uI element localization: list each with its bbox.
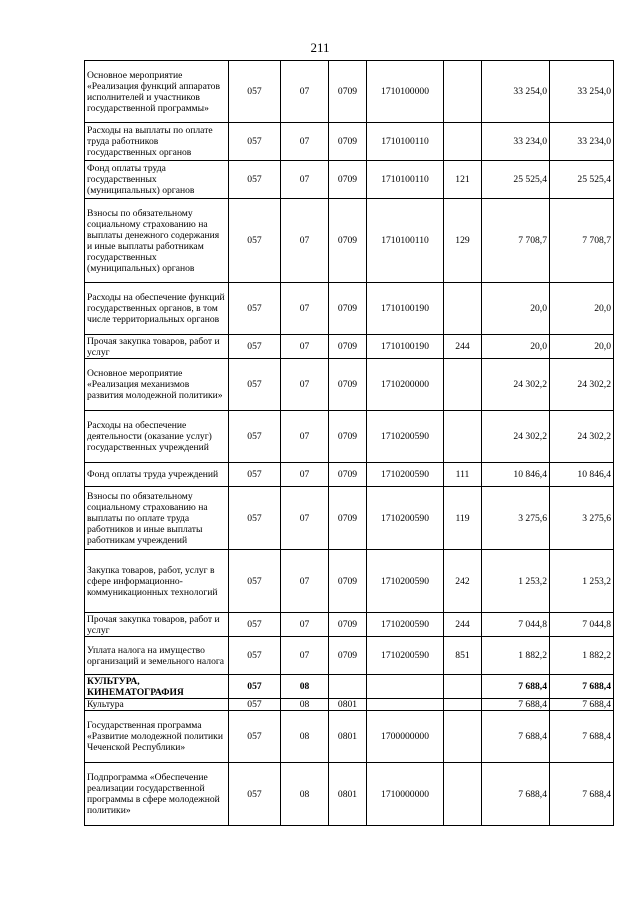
section-code: 07 xyxy=(281,335,329,359)
target-article-code: 1710100000 xyxy=(367,61,444,123)
amount-2: 7 688,4 xyxy=(550,763,614,826)
expense-type-code: 129 xyxy=(444,199,482,283)
row-name: Подпрограмма «Обеспечение реализации государственной программы в сфере молодежной политики» xyxy=(85,763,229,826)
subsection-code: 0709 xyxy=(329,637,367,675)
subsection-code: 0709 xyxy=(329,411,367,463)
amount-1: 20,0 xyxy=(482,335,550,359)
expense-type-code: 244 xyxy=(444,613,482,637)
amount-1: 7 044,8 xyxy=(482,613,550,637)
section-code: 07 xyxy=(281,283,329,335)
table-row xyxy=(85,359,614,411)
amount-1: 3 275,6 xyxy=(482,487,550,550)
subsection-code: 0709 xyxy=(329,123,367,161)
expense-type-code xyxy=(444,359,482,411)
expense-type-code: 119 xyxy=(444,487,482,550)
expense-type-code: 121 xyxy=(444,161,482,199)
amount-2: 20,0 xyxy=(550,335,614,359)
row-name: Основное мероприятие «Реализация функций аппаратов исполнителей и участников государственной программы» xyxy=(85,61,229,123)
table-row xyxy=(85,487,614,550)
table-row xyxy=(85,199,614,283)
row-name: Фонд оплаты труда государственных (муниципальных) органов xyxy=(85,161,229,199)
row-name: Фонд оплаты труда учреждений xyxy=(85,463,229,487)
expense-type-code xyxy=(444,711,482,763)
amount-1: 7 688,4 xyxy=(482,711,550,763)
ministry-code: 057 xyxy=(229,711,281,763)
amount-2: 10 846,4 xyxy=(550,463,614,487)
row-name: Культура xyxy=(85,699,229,711)
row-name: Расходы на выплаты по оплате труда работников государственных органов xyxy=(85,123,229,161)
subsection-code: 0801 xyxy=(329,763,367,826)
table-row xyxy=(85,61,614,123)
target-article-code xyxy=(367,675,444,699)
ministry-code: 057 xyxy=(229,199,281,283)
row-name: Закупка товаров, работ, услуг в сфере информационно-коммуникационных технологий xyxy=(85,550,229,613)
subsection-code: 0709 xyxy=(329,613,367,637)
table-row xyxy=(85,675,614,699)
expense-type-code xyxy=(444,675,482,699)
row-name: Основное мероприятие «Реализация механизмов развития молодежной политики» xyxy=(85,359,229,411)
subsection-code: 0709 xyxy=(329,335,367,359)
target-article-code: 1700000000 xyxy=(367,711,444,763)
section-code: 08 xyxy=(281,763,329,826)
budget-table xyxy=(84,60,614,826)
section-code: 07 xyxy=(281,61,329,123)
target-article-code: 1710100110 xyxy=(367,199,444,283)
amount-2: 7 708,7 xyxy=(550,199,614,283)
table-row xyxy=(85,123,614,161)
section-code: 07 xyxy=(281,550,329,613)
subsection-code: 0709 xyxy=(329,199,367,283)
table-row xyxy=(85,335,614,359)
amount-1: 1 253,2 xyxy=(482,550,550,613)
ministry-code: 057 xyxy=(229,359,281,411)
expense-type-code xyxy=(444,61,482,123)
amount-1: 33 234,0 xyxy=(482,123,550,161)
target-article-code xyxy=(367,699,444,711)
section-code: 07 xyxy=(281,613,329,637)
amount-1: 10 846,4 xyxy=(482,463,550,487)
ministry-code: 057 xyxy=(229,637,281,675)
row-name: Расходы на обеспечение деятельности (оказание услуг) государственных учреждений xyxy=(85,411,229,463)
amount-2: 20,0 xyxy=(550,283,614,335)
amount-2: 7 044,8 xyxy=(550,613,614,637)
ministry-code: 057 xyxy=(229,161,281,199)
subsection-code: 0801 xyxy=(329,699,367,711)
amount-2: 7 688,4 xyxy=(550,711,614,763)
ministry-code: 057 xyxy=(229,335,281,359)
target-article-code: 1710200590 xyxy=(367,487,444,550)
amount-1: 20,0 xyxy=(482,283,550,335)
amount-2: 33 254,0 xyxy=(550,61,614,123)
row-name: КУЛЬТУРА, КИНЕМАТОГРАФИЯ xyxy=(85,675,229,699)
amount-2: 24 302,2 xyxy=(550,411,614,463)
amount-1: 7 688,4 xyxy=(482,763,550,826)
amount-2: 3 275,6 xyxy=(550,487,614,550)
target-article-code: 1710100110 xyxy=(367,123,444,161)
amount-2: 25 525,4 xyxy=(550,161,614,199)
amount-1: 1 882,2 xyxy=(482,637,550,675)
target-article-code: 1710100190 xyxy=(367,283,444,335)
subsection-code: 0709 xyxy=(329,487,367,550)
target-article-code: 1710100110 xyxy=(367,161,444,199)
subsection-code: 0709 xyxy=(329,161,367,199)
amount-2: 1 253,2 xyxy=(550,550,614,613)
amount-1: 33 254,0 xyxy=(482,61,550,123)
expense-type-code: 851 xyxy=(444,637,482,675)
target-article-code: 1710200000 xyxy=(367,359,444,411)
section-code: 07 xyxy=(281,463,329,487)
ministry-code: 057 xyxy=(229,463,281,487)
amount-1: 25 525,4 xyxy=(482,161,550,199)
page-number: 211 xyxy=(310,40,330,55)
expense-type-code xyxy=(444,699,482,711)
ministry-code: 057 xyxy=(229,699,281,711)
ministry-code: 057 xyxy=(229,675,281,699)
amount-1: 7 708,7 xyxy=(482,199,550,283)
target-article-code: 1710000000 xyxy=(367,763,444,826)
ministry-code: 057 xyxy=(229,283,281,335)
table-row xyxy=(85,161,614,199)
subsection-code: 0709 xyxy=(329,463,367,487)
table-row xyxy=(85,411,614,463)
subsection-code: 0801 xyxy=(329,711,367,763)
table-row xyxy=(85,283,614,335)
row-name: Взносы по обязательному социальному страхованию на выплаты по оплате труда работников и иные выплаты работникам учреждений xyxy=(85,487,229,550)
subsection-code: 0709 xyxy=(329,550,367,613)
section-code: 07 xyxy=(281,359,329,411)
expense-type-code: 111 xyxy=(444,463,482,487)
expense-type-code xyxy=(444,123,482,161)
ministry-code: 057 xyxy=(229,411,281,463)
row-name: Прочая закупка товаров, работ и услуг xyxy=(85,335,229,359)
amount-1: 24 302,2 xyxy=(482,359,550,411)
expense-type-code: 244 xyxy=(444,335,482,359)
ministry-code: 057 xyxy=(229,61,281,123)
target-article-code: 1710200590 xyxy=(367,550,444,613)
expense-type-code xyxy=(444,283,482,335)
section-code: 07 xyxy=(281,411,329,463)
table-row xyxy=(85,463,614,487)
table-row xyxy=(85,711,614,763)
amount-2: 7 688,4 xyxy=(550,699,614,711)
amount-2: 7 688,4 xyxy=(550,675,614,699)
section-code: 07 xyxy=(281,199,329,283)
table-row xyxy=(85,613,614,637)
section-code: 07 xyxy=(281,637,329,675)
amount-2: 24 302,2 xyxy=(550,359,614,411)
subsection-code xyxy=(329,675,367,699)
table-row xyxy=(85,699,614,711)
ministry-code: 057 xyxy=(229,487,281,550)
subsection-code: 0709 xyxy=(329,61,367,123)
section-code: 07 xyxy=(281,487,329,550)
amount-1: 24 302,2 xyxy=(482,411,550,463)
target-article-code: 1710100190 xyxy=(367,335,444,359)
amount-1: 7 688,4 xyxy=(482,675,550,699)
row-name: Уплата налога на имущество организаций и земельного налога xyxy=(85,637,229,675)
table-row xyxy=(85,637,614,675)
section-code: 08 xyxy=(281,711,329,763)
ministry-code: 057 xyxy=(229,763,281,826)
row-name: Прочая закупка товаров, работ и услуг xyxy=(85,613,229,637)
target-article-code: 1710200590 xyxy=(367,637,444,675)
row-name: Государственная программа «Развитие молодежной политики Чеченской Республики» xyxy=(85,711,229,763)
section-code: 07 xyxy=(281,123,329,161)
ministry-code: 057 xyxy=(229,550,281,613)
section-code: 07 xyxy=(281,161,329,199)
amount-2: 1 882,2 xyxy=(550,637,614,675)
amount-2: 33 234,0 xyxy=(550,123,614,161)
row-name: Взносы по обязательному социальному страхованию на выплаты денежного содержания и иные выплаты работникам государственных (муниципальных) органов xyxy=(85,199,229,283)
amount-1: 7 688,4 xyxy=(482,699,550,711)
target-article-code: 1710200590 xyxy=(367,613,444,637)
subsection-code: 0709 xyxy=(329,359,367,411)
subsection-code: 0709 xyxy=(329,283,367,335)
section-code: 08 xyxy=(281,675,329,699)
ministry-code: 057 xyxy=(229,613,281,637)
section-code: 08 xyxy=(281,699,329,711)
table-row xyxy=(85,550,614,613)
expense-type-code xyxy=(444,763,482,826)
expense-type-code xyxy=(444,411,482,463)
row-name: Расходы на обеспечение функций государственных органов, в том числе территориальных органов xyxy=(85,283,229,335)
table-row xyxy=(85,763,614,826)
target-article-code: 1710200590 xyxy=(367,411,444,463)
ministry-code: 057 xyxy=(229,123,281,161)
expense-type-code: 242 xyxy=(444,550,482,613)
target-article-code: 1710200590 xyxy=(367,463,444,487)
